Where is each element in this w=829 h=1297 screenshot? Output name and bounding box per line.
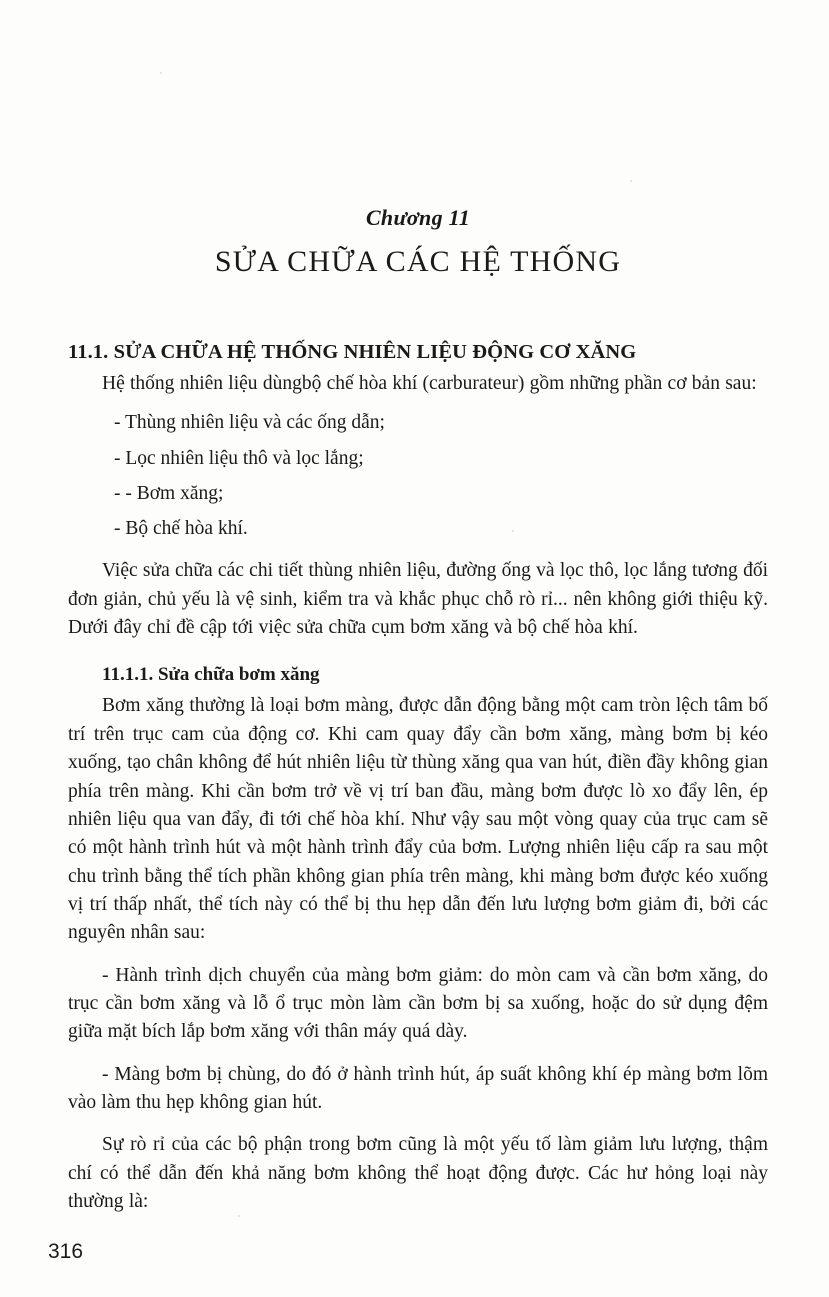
subsection-paragraph-1: Bơm xăng thường là loại bơm màng, được dẫn động bằng một cam tròn lệch tâm bố trí trên trục cam của động cơ. Khi cam quay đẩy cần bơm xăng, màng bơm bị kéo xuống, tạo chân không để hút nhiên liệu từ thùng xăng qua van hút, điền đầy không gian phía trên màng. Khi cần bơm trở về vị trí ban đầu, màng bơm được lò xo đẩy lên, ép nhiên liệu qua van đẩy, đi tới chế hòa khí. Như vậy sau một vòng quay của trục cam sẽ có một hành trình hút và một hành trình đẩy của bơm. Lượng nhiên liệu cấp ra sau một chu trình bằng thể tích phần không gian phía trên màng, khi màng bơm được kéo xuống vị trí thấp nhất, thể tích này có thể bị thu hẹp dẫn đến lưu lượng bơm giảm đi, bởi các nguyên nhân sau: bbox=[68, 695, 768, 944]
list-item: - - Bơm xăng; bbox=[114, 482, 224, 504]
subsection-paragraph-4: Sự rò rỉ của các bộ phận trong bơm cũng là một yếu tố làm giảm lưu lượng, thậm chí có thể dẫn đến khả năng bơm không thể hoạt động được. Các hư hỏng loại này thường là: bbox=[68, 1134, 768, 1213]
page-number: 316 bbox=[48, 1240, 84, 1263]
subsection-paragraph-2: - Hành trình dịch chuyển của màng bơm giảm: do mòn cam và cần bơm xăng, do trục cần bơm xăng và lỗ ổ trục mòn làm cần bơm bị sa xuống, hoặc do sử dụng đệm giữa mặt bích lắp bơm xăng với thân máy quá dày. bbox=[68, 964, 768, 1043]
chapter-title: SỬA CHỮA CÁC HỆ THỐNG bbox=[214, 245, 622, 278]
fuel-system-parts-list bbox=[68, 408, 768, 543]
subsection-heading: 11.1.1. Sửa chữa bơm xăng bbox=[102, 664, 320, 686]
chapter-label: Chương 11 bbox=[365, 205, 471, 230]
section-intro-paragraph: Hệ thống nhiên liệu dùngbộ chế hòa khí (carburateur) gồm những phần cơ bản sau: bbox=[102, 373, 757, 394]
page-content bbox=[68, 0, 768, 1217]
list-item: - Bộ chế hòa khí. bbox=[114, 518, 248, 540]
section-heading: 11.1. SỬA CHỮA HỆ THỐNG NHIÊN LIỆU ĐỘNG CƠ XĂNG bbox=[68, 341, 637, 363]
list-item: - Thùng nhiên liệu và các ống dẫn; bbox=[114, 412, 385, 434]
list-item: - Lọc nhiên liệu thô và lọc lắng; bbox=[114, 447, 364, 469]
subsection-paragraph-3: - Màng bơm bị chùng, do đó ở hành trình hút, áp suất không khí ép màng bơm lõm vào làm thu hẹp không gian hút. bbox=[68, 1063, 768, 1114]
section-paragraph-after-list: Việc sửa chữa các chi tiết thùng nhiên liệu, đường ống và lọc thô, lọc lắng tương đối đơn giản, chủ yếu là vệ sinh, kiểm tra và khắc phục chỗ rò rỉ... nên không giới thiệu kỹ. Dưới đây chỉ đề cập tới việc sửa chữa cụm bơm xăng và bộ chế hòa khí. bbox=[68, 560, 768, 639]
